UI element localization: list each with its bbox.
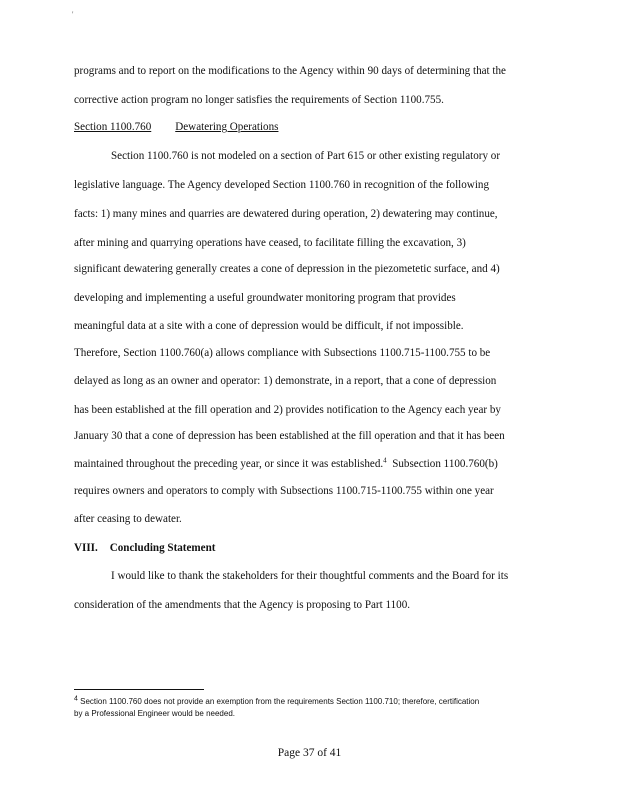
footnote-continuation: by a Professional Engineer would be needed. bbox=[74, 709, 235, 718]
body-line: developing and implementing a useful groundwater monitoring program that provides bbox=[74, 292, 456, 304]
body-line: corrective action program no longer satisfies the requirements of Section 1100.755. bbox=[74, 94, 444, 106]
body-line: after ceasing to dewater. bbox=[74, 513, 182, 525]
body-line: I would like to thank the stakeholders for their thoughtful comments and the Board for its bbox=[111, 570, 509, 582]
body-line: meaningful data at a site with a cone of depression would be difficult, if not impossible. bbox=[74, 320, 464, 332]
body-line: programs and to report on the modifications to the Agency within 90 days of determining that the bbox=[74, 65, 506, 77]
body-line: significant dewatering generally creates a cone of depression in the piezometetic surface, and 4) bbox=[74, 263, 500, 275]
body-line: Section 1100.760 is not modeled on a section of Part 615 or other existing regulatory or bbox=[111, 150, 501, 162]
body-line: January 30 that a cone of depression has been established at the fill operation and that it has been bbox=[74, 430, 505, 442]
section-number: Section 1100.760 bbox=[74, 121, 152, 133]
body-line: consideration of the amendments that the Agency is proposing to Part 1100. bbox=[74, 599, 411, 611]
section-heading bbox=[74, 120, 554, 134]
body-line: Therefore, Section 1100.760(a) allows compliance with Subsections 1100.715-1100.755 to be bbox=[74, 347, 491, 359]
footnote-number: 4 bbox=[74, 695, 78, 703]
chapter-heading bbox=[74, 541, 554, 555]
chapter-number: VIII. bbox=[74, 542, 98, 554]
body-line: delayed as long as an owner and operator: 1) demonstrate, in a report, that a cone of depression bbox=[74, 375, 497, 387]
body-line: has been established at the fill operation and 2) provides notification to the Agency each year by bbox=[74, 404, 501, 416]
footnote-divider bbox=[74, 689, 204, 690]
body-text: Subsection 1100.760(b) bbox=[392, 458, 498, 470]
section-title: Dewatering Operations bbox=[175, 121, 279, 133]
body-line: requires owners and operators to comply with Subsections 1100.715-1100.755 within one year bbox=[74, 485, 494, 497]
footnote bbox=[74, 696, 554, 707]
body-line: after mining and quarrying operations have ceased, to facilitate filling the excavation, 3) bbox=[74, 237, 466, 249]
page-number: Page 37 of 41 bbox=[277, 747, 342, 759]
footnote-text: Section 1100.760 does not provide an exemption from the requirements Section 1100.710; therefore, certification bbox=[80, 697, 480, 706]
body-text: maintained throughout the preceding year, or since it was established. bbox=[74, 458, 384, 470]
body-line: legislative language. The Agency developed Section 1100.760 in recognition of the following bbox=[74, 179, 489, 191]
chapter-title: Concluding Statement bbox=[109, 542, 216, 554]
body-line: facts: 1) many mines and quarries are dewatered during operation, 2) dewatering may continue, bbox=[74, 208, 498, 220]
body-line bbox=[74, 457, 554, 471]
footnote-ref: 4 bbox=[383, 456, 387, 465]
scan-mark: ' bbox=[72, 10, 74, 19]
